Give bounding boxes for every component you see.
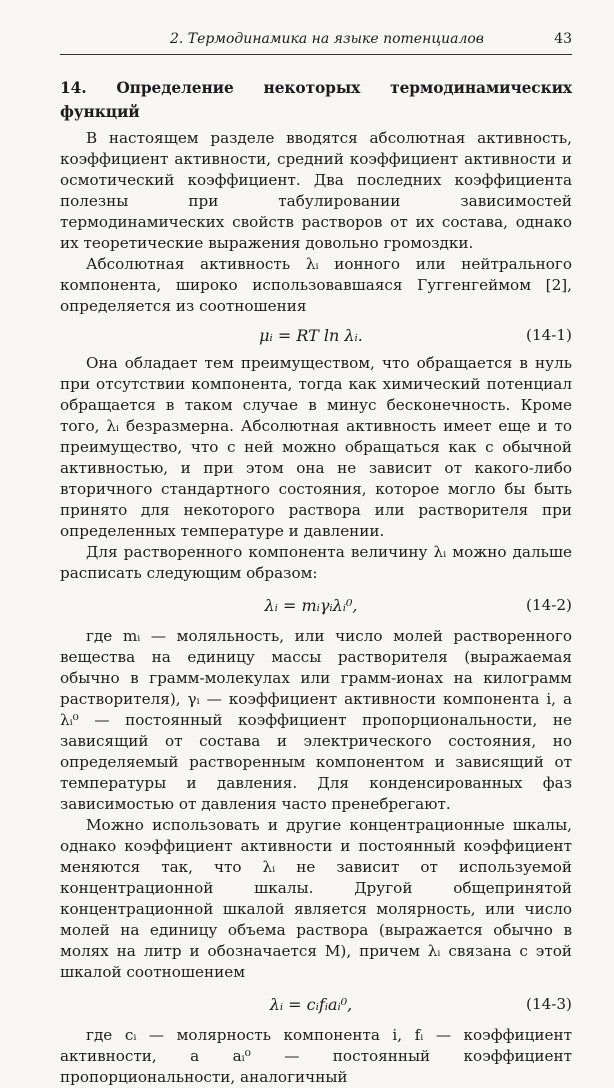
equation-formula: μᵢ = RT ln λᵢ. [259, 325, 363, 345]
equation-14-1 [60, 321, 572, 349]
section-title: 14. Определение некоторых термодинамических функций [60, 79, 572, 121]
page-header [60, 30, 572, 48]
running-title: 2. Термодинамика на языке потенциалов [170, 31, 484, 47]
equation-14-3 [60, 987, 572, 1021]
equation-number: (14-1) [526, 325, 572, 344]
paragraph-5: где mᵢ — моляльность, или число молей растворенного вещества на единицу массы растворителя (выражаемая обычно в грамм-молекулах или грамм-ионах на килограмм растворителя), γᵢ — коэффициент активности компонента i, а λᵢ⁰ — постоянный коэффициент пропорциональности, не зависящий от состава и электрического состояния, но определяемый растворенным компонентом и зависящий от температуры и давления. Для конденсированных фаз зависимостью от давления часто пренебрегают. [60, 627, 572, 813]
equation-formula: λᵢ = cᵢfᵢaᵢ⁰, [269, 994, 353, 1014]
paragraph-7: где cᵢ — молярность компонента i, fᵢ — коэффициент активности, а aᵢ⁰ — постоянный коэффициент пропорциональности, аналогичный [60, 1026, 572, 1086]
equation-formula: λᵢ = mᵢγᵢλᵢ⁰, [264, 595, 358, 615]
paragraph-2: Абсолютная активность λᵢ ионного или нейтрального компонента, широко использовавшаяся Гуггенгеймом [2], определяется из соотношения [60, 255, 572, 315]
paragraph-3: Она обладает тем преимуществом, что обращается в нуль при отсутствии компонента, тогда как химический потенциал обращается в таком случае в минус бесконечность. Кроме того, λᵢ безразмерна. Абсолютная активность имеет еще и то преимущество, что с ней можно обращаться как с обычной активностью, и при этом она не зависит от какого-либо вторичного стандартного состояния, которое могло бы быть принято для некоторого раствора или растворителя при определенных температуре и давлении. [60, 354, 572, 540]
equation-number: (14-2) [526, 595, 572, 614]
equation-number: (14-3) [526, 994, 572, 1013]
page-number: 43 [554, 31, 572, 47]
paragraph-4: Для растворенного компонента величину λᵢ можно дальше расписать следующим образом: [60, 543, 572, 582]
equation-14-2 [60, 588, 572, 622]
header-rule [60, 54, 572, 55]
paragraph-6: Можно использовать и другие концентрационные шкалы, однако коэффициент активности и постоянный коэффициент меняются так, что λᵢ не зависит от используемой концентрационной шкалы. Другой общепринятой концентрационной шкалой является молярность, или число молей на единицу объема раствора (выражается обычно в молях на литр и обозначается M), причем λᵢ связана с этой шкалой соотношением [60, 816, 572, 981]
paragraph-1: В настоящем разделе вводятся абсолютная активность, коэффициент активности, средний коэффициент активности и осмотический коэффициент. Два последних коэффициента полезны при табулировании зависимостей термодинамических свойств растворов от их состава, однако их теоретические выражения довольно громоздки. [60, 129, 572, 252]
page-body [60, 76, 572, 1088]
